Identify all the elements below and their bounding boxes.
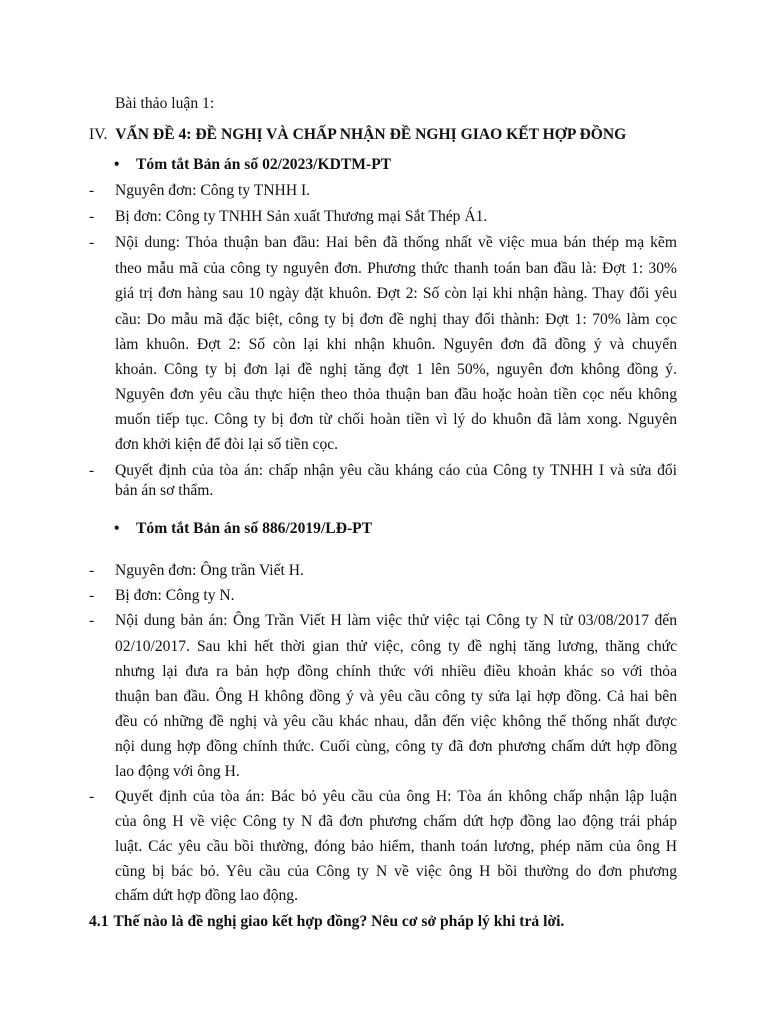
paragraph-line: chấm dứt hợp đồng lao động.	[115, 887, 299, 904]
dash-marker: -	[89, 562, 95, 579]
paragraph-line: Nguyên đơn yêu cầu thực hiện theo thỏa thuận ban đầu hoặc hoàn tiền cọc nếu không	[115, 386, 677, 403]
section-heading	[89, 125, 626, 145]
section-title: VẤN ĐỀ 4: ĐỀ NGHỊ VÀ CHẤP NHẬN ĐỀ NGHỊ GIAO KẾT HỢP ĐỒNG	[115, 126, 627, 143]
paragraph-line: theo mẫu mã của công ty nguyên đơn. Phương thức thanh toán ban đầu là: Đợt 1: 30%	[115, 260, 677, 277]
paragraph-line: nhưng lại đưa ra bản hợp đồng chính thức với nhiều điều khoản khác so với thỏa	[115, 663, 677, 680]
case1-plaintiff: Nguyên đơn: Công ty TNHH I.	[115, 182, 311, 199]
intro-line: Bài thảo luận 1:	[115, 95, 215, 112]
paragraph-line: giá trị đơn hàng sau 10 ngày đặt khuôn. Đợt 2: Số còn lại khi nhận hàng. Thay đổi yêu	[115, 285, 677, 302]
paragraph-line: bản án sơ thẩm.	[115, 482, 214, 499]
paragraph-line: Quyết định của tòa án: Bác bỏ yêu cầu của ông H: Tòa án không chấp nhận lập luận	[115, 788, 677, 805]
paragraph-line: nội dung hợp đồng chính thức. Cuối cùng, công ty đã đơn phương chấm dứt hợp đồng	[115, 738, 677, 755]
question-text: Thế nào là đề nghị giao kết hợp đồng? Nêu cơ sở pháp lý khi trả lời.	[113, 913, 565, 930]
dash-marker: -	[89, 208, 95, 225]
paragraph-line: Quyết định của tòa án: chấp nhận yêu cầu kháng cáo của Công ty TNHH I và sửa đổi	[115, 462, 677, 479]
case2-defendant: Bị đơn: Công ty N.	[115, 587, 235, 604]
paragraph-line: 02/10/2017. Sau khi hết thời gian thử việc, công ty đề nghị tăng lương, thăng chức	[115, 638, 677, 655]
paragraph-line: Nội dung: Thỏa thuận ban đầu: Hai bên đã thống nhất về việc mua bán thép mạ kẽm	[115, 234, 677, 251]
paragraph-line: lao động với ông H.	[115, 763, 240, 780]
case2-plaintiff: Nguyên đơn: Ông trần Viết H.	[115, 562, 304, 579]
paragraph-line: thuận ban đầu. Ông H không đồng ý và yêu cầu công ty sửa lại hợp đồng. Cả hai bên	[115, 688, 677, 705]
dash-marker: -	[89, 587, 95, 604]
dash-marker: -	[89, 182, 95, 199]
paragraph-line: của ông H về việc Công ty N đã đơn phương chấm dứt hợp đồng lao động trái pháp	[115, 813, 677, 830]
paragraph-line: đơn khởi kiện để đòi lại số tiền cọc.	[115, 436, 339, 453]
question-heading	[89, 912, 564, 932]
section-number: IV.	[89, 126, 108, 143]
paragraph-line: làm khuôn. Đợt 2: Số còn lại khi nhận khuôn. Nguyên đơn đã đồng ý và chuyển	[115, 336, 677, 353]
case1-title: Tóm tắt Bản án số 02/2023/KDTM-PT	[136, 156, 392, 173]
question-number: 4.1	[89, 913, 109, 930]
paragraph-line: Nội dung bản án: Ông Trần Viết H làm việc thử việc tại Công ty N từ 03/08/2017 đến	[115, 612, 677, 629]
paragraph-line: cũng bị bác bỏ. Yêu cầu của Công ty N về việc ông H bồi thường do đơn phương	[115, 863, 677, 880]
bullet-icon: •	[114, 156, 120, 173]
case2-title: Tóm tắt Bản án số 886/2019/LĐ-PT	[136, 520, 373, 537]
bullet-icon: •	[114, 520, 120, 537]
paragraph-line: cầu: Do mẫu mã đặc biệt, công ty bị đơn đề nghị thay đổi thành: Đợt 1: 70% làm cọc	[115, 311, 677, 328]
dash-marker: -	[89, 234, 95, 251]
paragraph-line: đều có những đề nghị và yêu cầu khác nhau, dẫn đến việc không thể thống nhất được	[115, 713, 677, 730]
dash-marker: -	[89, 612, 95, 629]
case1-defendant: Bị đơn: Công ty TNHH Sản xuất Thương mại Sắt Thép Á1.	[115, 208, 488, 225]
paragraph-line: khoản. Công ty bị đơn lại đề nghị tăng đợt 1 lên 50%, nguyên đơn không đồng ý.	[115, 361, 677, 378]
dash-marker: -	[89, 788, 95, 805]
paragraph-line: muốn tiếp tục. Công ty bị đơn từ chối hoàn tiền vì lý do khuôn đã làm xong. Nguyên	[115, 411, 677, 428]
dash-marker: -	[89, 462, 95, 479]
paragraph-line: luật. Các yêu cầu bồi thường, đóng bảo hiểm, thanh toán lương, phép năm của ông H	[115, 838, 677, 855]
